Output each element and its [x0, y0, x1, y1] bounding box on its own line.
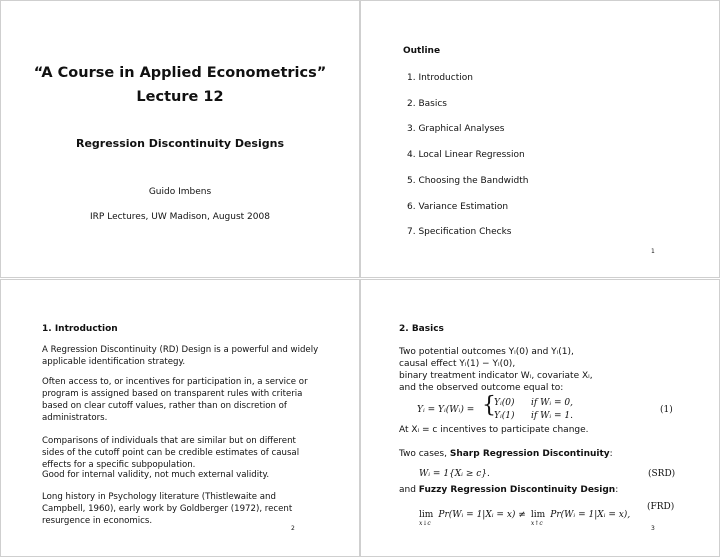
fuzzy-rd-label: Fuzzy Regression Discontinuity Design	[418, 485, 616, 495]
two-cases-suffix: :	[609, 449, 613, 459]
frd-equation	[419, 502, 631, 527]
paragraph: Often access to, or incentives for participation in, a service or program is assigned based on transparent rules with criteria based on clear cutoff values, rather than on discretion of administrators.	[42, 377, 308, 423]
equation-lhs: Yᵢ = Yᵢ(Wᵢ) =	[417, 405, 475, 415]
outline-item: 7. Specification Checks	[407, 227, 512, 237]
lecture-subtitle: Regression Discontinuity Designs	[75, 137, 284, 150]
equation-case: Yᵢ(0)	[494, 398, 515, 408]
fuzzy-line	[399, 485, 618, 495]
srd-tag: (SRD)	[648, 469, 676, 479]
two-cases-prefix: Two cases,	[399, 449, 450, 459]
outline-item: 5. Choosing the Bandwidth	[407, 176, 529, 186]
outline-item: 3. Graphical Analyses	[407, 124, 505, 134]
fuzzy-suffix: :	[615, 485, 619, 495]
limit-subscript: x↓c	[419, 520, 431, 527]
paragraph: A Regression Discontinuity (RD) Design is a powerful and widely applicable identification strategy.	[42, 345, 319, 367]
equation-condition: if Wᵢ = 1.	[531, 411, 573, 421]
limit-subscript: x↑c	[530, 520, 543, 527]
paragraph: Long history in Psychology literature (Thistlewaite and Campbell, 1960), early work by Goldberger (1972), recent resurgence in economics.	[42, 492, 293, 526]
equation-number: (1)	[660, 405, 673, 415]
page-number: 1	[651, 248, 655, 255]
equation-case: Yᵢ(1)	[494, 411, 515, 421]
srd-equation: Wᵢ = 1{Xᵢ ≥ c}.	[419, 469, 490, 479]
outline-heading: Outline	[403, 46, 441, 56]
outline-item: 2. Basics	[407, 99, 447, 109]
potential-outcomes-line: Two potential outcomes Yᵢ(0) and Yᵢ(1),	[399, 347, 574, 357]
observed-outcome-line: and the observed outcome equal to:	[399, 383, 564, 393]
section-heading: 1. Introduction	[42, 324, 118, 334]
slide-introduction	[0, 279, 360, 557]
lecture-number: Lecture 12	[136, 89, 224, 105]
frd-tag: (FRD)	[647, 502, 675, 512]
page-number: 3	[651, 525, 655, 532]
equation-condition: if Wᵢ = 0,	[531, 398, 573, 408]
treatment-indicator-line: binary treatment indicator Wᵢ, covariate Xᵢ,	[399, 371, 593, 381]
venue-line: IRP Lectures, UW Madison, August 2008	[90, 212, 270, 222]
paragraph: Good for internal validity, not much external validity.	[42, 470, 270, 480]
outline-item: 1. Introduction	[407, 73, 473, 83]
slide-outline	[360, 0, 720, 278]
page-number: 2	[291, 525, 295, 532]
left-brace-icon: {	[482, 393, 496, 418]
frd-term: Pr(Wᵢ = 1|Xᵢ = x) ≠	[438, 510, 526, 520]
fuzzy-prefix: and	[399, 485, 419, 495]
outline-item: 6. Variance Estimation	[407, 202, 509, 212]
outline-item: 4. Local Linear Regression	[407, 150, 525, 160]
limit-operator: lim x↓c	[419, 510, 434, 527]
slide-title	[0, 0, 360, 278]
causal-effect-line: causal effect Yᵢ(1) − Yᵢ(0),	[399, 359, 516, 369]
frd-term: Pr(Wᵢ = 1|Xᵢ = x),	[550, 510, 631, 520]
author-name: Guido Imbens	[148, 187, 212, 197]
two-cases-line	[399, 449, 613, 459]
section-heading: 2. Basics	[399, 324, 444, 334]
incentive-line: At Xᵢ = c incentives to participate change.	[399, 425, 589, 435]
paragraph: Comparisons of individuals that are similar but on different sides of the cutoff point can be credible estimates of causal effects for a specific subpopulation.	[42, 436, 300, 470]
limit-operator: lim x↑c	[530, 510, 546, 527]
sharp-rd-label: Sharp Regression Discontinuity	[449, 449, 610, 459]
course-title: “A Course in Applied Econometrics”	[33, 65, 327, 81]
slide-basics	[360, 279, 720, 557]
